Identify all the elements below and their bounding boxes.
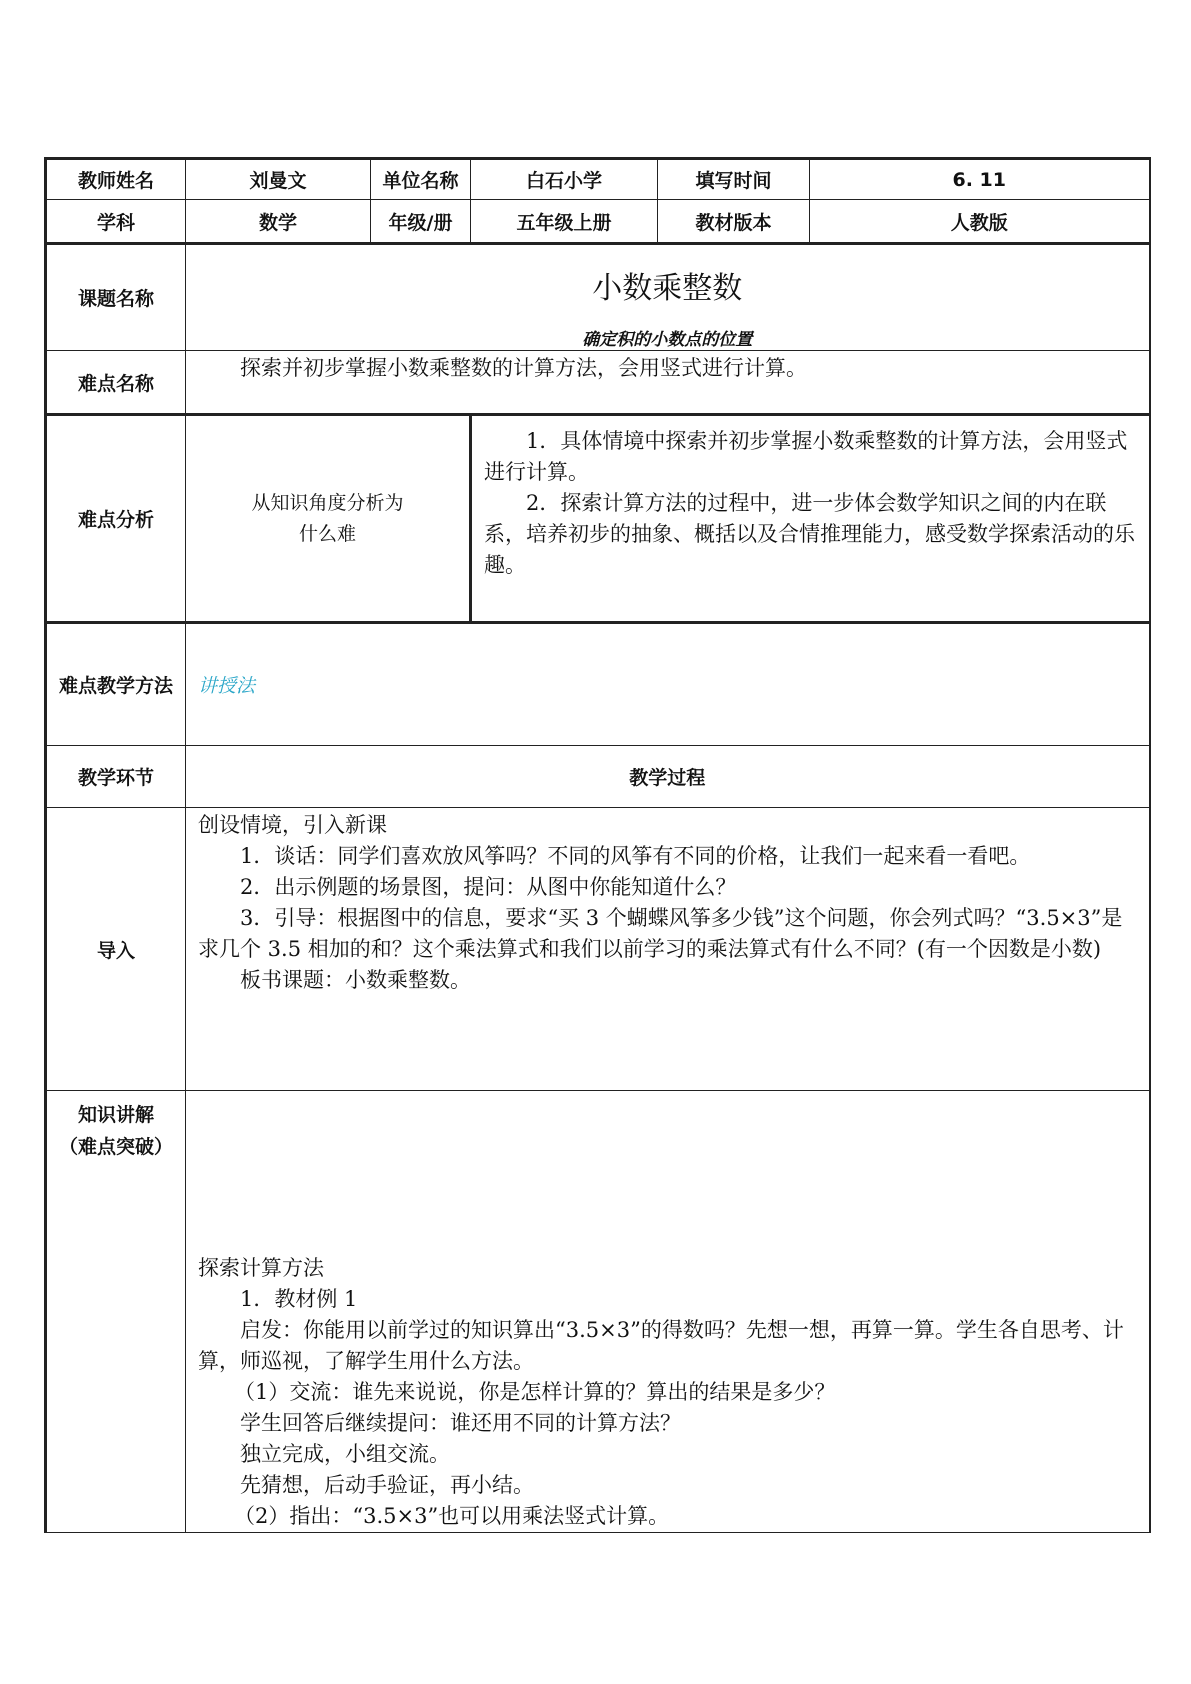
knowledge-cell — [186, 1091, 1150, 1533]
date-label: 填写时间 — [658, 159, 810, 200]
unit-value: 白石小学 — [471, 159, 658, 200]
teacher-value: 刘曼文 — [186, 159, 371, 200]
knowledge-label-cell — [46, 1091, 186, 1533]
date-value: 6. 11 — [810, 159, 1150, 200]
knowledge-row — [46, 1091, 1150, 1533]
knowledge-line-3: （1）交流：谁先来说说，你是怎样计算的？算出的结果是多少？ — [234, 1380, 836, 1404]
topic-label: 课题名称 — [46, 244, 186, 351]
difficulty-cell — [186, 351, 1150, 415]
topic-row — [46, 244, 1150, 351]
analysis-sub-cell — [186, 415, 471, 623]
knowledge-line-2: 启发：你能用以前学过的知识算出“3.5×3”的得数吗？先想一想，再算一算。学生各自思考、计算，师巡视，了解学生用什么方法。 — [198, 1318, 1124, 1373]
intro-row — [46, 808, 1150, 1091]
knowledge-line-5: 独立完成，小组交流。 — [240, 1442, 450, 1466]
knowledge-line-4: 学生回答后继续提问：谁还用不同的计算方法？ — [240, 1411, 681, 1435]
analysis-point-1: 1．具体情境中探索并初步掌握小数乘整数的计算方法，会用竖式进行计算。 — [484, 429, 1128, 484]
analysis-sub-line-2: 什么难 — [298, 522, 356, 545]
intro-line-1: 1．谈话：同学们喜欢放风筝吗？不同的风筝有不同的价格，让我们一起来看一看吧。 — [240, 844, 1031, 868]
grade-label: 年级/册 — [371, 200, 471, 244]
process-value: 教学过程 — [186, 746, 1150, 808]
topic-title: 小数乘整数 — [592, 271, 743, 306]
difficulty-row — [46, 351, 1150, 415]
intro-line-2: 2．出示例题的场景图，提问：从图中你能知道什么？ — [240, 875, 737, 899]
intro-heading: 创设情境，引入新课 — [198, 813, 387, 837]
process-label: 教学环节 — [46, 746, 186, 808]
edition-label: 教材版本 — [658, 200, 810, 244]
teacher-label: 教师姓名 — [46, 159, 186, 200]
subject-label: 学科 — [46, 200, 186, 244]
method-cell — [186, 623, 1150, 746]
subject-value: 数学 — [186, 200, 371, 244]
analysis-sub-line-1: 从知识角度分析为 — [251, 491, 404, 514]
intro-label: 导入 — [46, 808, 186, 1091]
topic-subtitle: 确定积的小数点的位置 — [582, 330, 753, 350]
knowledge-line-1: 1．教材例 1 — [240, 1287, 358, 1311]
header-row-1 — [46, 159, 1150, 200]
edition-value: 人教版 — [810, 200, 1150, 244]
intro-line-4: 板书课题：小数乘整数。 — [240, 968, 471, 992]
intro-line-3: 3．引导：根据图中的信息，要求“买 3 个蝴蝶风筝多少钱”这个问题，你会列式吗？“3.5×3”是求几个 3.5 相加的和？这个乘法算式和我们以前学习的乘法算式有什么不同？(有一个因数是小数) — [198, 906, 1123, 961]
knowledge-label-line-1: 知识讲解 — [77, 1104, 154, 1126]
method-value: 讲授法 — [198, 675, 256, 697]
analysis-row — [46, 415, 1150, 623]
grade-value: 五年级上册 — [471, 200, 658, 244]
method-row — [46, 623, 1150, 746]
difficulty-label: 难点名称 — [46, 351, 186, 415]
lesson-plan-table — [44, 157, 1151, 1533]
analysis-point-2: 2．探索计算方法的过程中，进一步体会数学知识之间的内在联系，培养初步的抽象、概括以及合情推理能力，感受数学探索活动的乐趣。 — [484, 491, 1135, 577]
knowledge-heading: 探索计算方法 — [198, 1256, 324, 1280]
knowledge-line-6: 先猜想，后动手验证，再小结。 — [240, 1473, 534, 1497]
process-header-row — [46, 746, 1150, 808]
header-row-2 — [46, 200, 1150, 244]
analysis-label: 难点分析 — [46, 415, 186, 623]
analysis-points-cell — [471, 415, 1150, 623]
topic-cell — [186, 244, 1150, 351]
difficulty-text: 探索并初步掌握小数乘整数的计算方法，会用竖式进行计算。 — [240, 356, 807, 380]
knowledge-label-line-2: （难点突破） — [58, 1136, 173, 1158]
unit-label: 单位名称 — [371, 159, 471, 200]
knowledge-line-7: （2）指出：“3.5×3”也可以用乘法竖式计算。 — [234, 1504, 670, 1528]
method-label: 难点教学方法 — [46, 623, 186, 746]
intro-cell — [186, 808, 1150, 1091]
